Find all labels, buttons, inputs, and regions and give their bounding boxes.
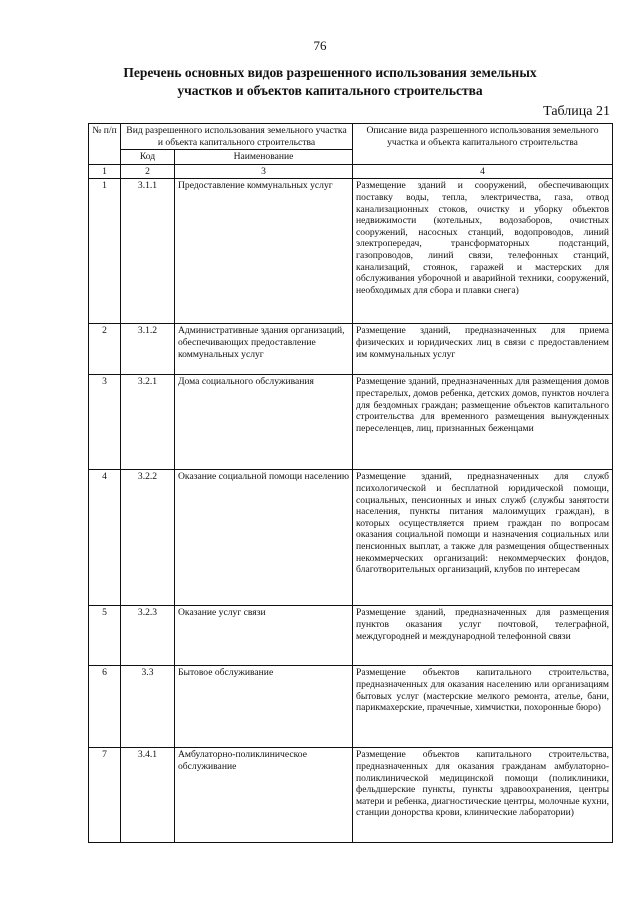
index-cell: 2	[121, 164, 175, 179]
table-row	[89, 179, 613, 324]
row-num: 5	[89, 606, 121, 666]
row-name: Административные здания организаций, обеспечивающих предоставление коммунальных услуг	[175, 324, 353, 375]
row-name: Оказание социальной помощи населению	[175, 470, 353, 606]
title-line-1: Перечень основных видов разрешенного использования земельных	[123, 65, 537, 80]
row-name: Предоставление коммунальных услуг	[175, 179, 353, 324]
row-name: Амбулаторно-поликлиническое обслуживание	[175, 748, 353, 843]
table-index-row	[89, 164, 613, 179]
row-num: 2	[89, 324, 121, 375]
row-num: 4	[89, 470, 121, 606]
page-number: 76	[313, 38, 327, 53]
row-description: Размещение объектов капитального строительства, предназначенных для оказания населению или организациям бытовых услуг (мастерские мелкого ремонта, ателье, бани, парикмахерские, прачечные, химчистки, похоронные бюро)	[353, 666, 613, 748]
header-name: Наименование	[175, 150, 353, 165]
row-num: 6	[89, 666, 121, 748]
row-description: Размещение зданий, предназначенных для размещения домов престарелых, домов ребенка, детских домов, пунктов ночлега для бездомных граждан; размещение объектов капитального строительства для временного размещения вынужденных переселенцев, лиц, признанных беженцами	[353, 375, 613, 470]
table-row	[89, 375, 613, 470]
table-row	[89, 748, 613, 843]
row-code: 3.4.1	[121, 748, 175, 843]
row-num: 1	[89, 179, 121, 324]
row-description: Размещение зданий и сооружений, обеспечивающих поставку воды, тепла, электричества, газа, отвод канализационных стоков, очистку и уборку объектов недвижимости (котельных, водозаборов, очистных сооружений, насосных станций, водопроводов, линий электропередач, трансформаторных подстанций, газопроводов, линий связи, телефонных станций, канализаций, стоянок, гаражей и мастерских для обслуживания уборочной и аварийной техники, сооружений, необходимых для сбора и плавки снега)	[353, 179, 613, 324]
row-code: 3.3	[121, 666, 175, 748]
table-row	[89, 666, 613, 748]
row-name: Бытовое обслуживание	[175, 666, 353, 748]
header-num: № п/п	[89, 124, 121, 165]
header-code: Код	[121, 150, 175, 165]
index-cell: 1	[89, 164, 121, 179]
table-header-row-1	[89, 124, 613, 150]
index-cell: 3	[175, 164, 353, 179]
land-use-table	[88, 123, 613, 843]
row-code: 3.1.2	[121, 324, 175, 375]
document-title	[80, 64, 580, 100]
row-description: Размещение зданий, предназначенных для размещения пунктов оказания услуг почтовой, телеграфной, междугородней и международной телефонной связи	[353, 606, 613, 666]
row-name: Дома социального обслуживания	[175, 375, 353, 470]
row-code: 3.1.1	[121, 179, 175, 324]
row-code: 3.2.2	[121, 470, 175, 606]
row-description: Размещение объектов капитального строительства, предназначенных для оказания гражданам амбулаторно-поликлинической медицинской помощи (поликлиники, фельдшерские пункты, пункты здравоохранения, центры матери и ребенка, диагностические центры, молочные кухни, станции донорства крови, клинические лаборатории)	[353, 748, 613, 843]
row-num: 7	[89, 748, 121, 843]
table-row	[89, 606, 613, 666]
row-num: 3	[89, 375, 121, 470]
index-cell: 4	[353, 164, 613, 179]
table-row	[89, 324, 613, 375]
row-code: 3.2.1	[121, 375, 175, 470]
row-description: Размещение зданий, предназначенных для служб психологической и бесплатной юридической помощи, социальных, пенсионных и иных служб (службы занятости населения, пункты питания малоимущих граждан), в которых осуществляется прием граждан по вопросам оказания социальной помощи и назначения социальных или пенсионных выплат, а также для размещения общественных некоммерческих организаций: некоммерческих фондов, благотворительных организаций, клубов по интересам	[353, 470, 613, 606]
table-row	[89, 470, 613, 606]
row-code: 3.2.3	[121, 606, 175, 666]
row-description: Размещение зданий, предназначенных для приема физических и юридических лиц в связи с предоставлением им коммунальных услуг	[353, 324, 613, 375]
header-kind: Вид разрешенного использования земельного участка и объекта капитального строительства	[121, 124, 353, 150]
table-caption: Таблица 21	[543, 104, 610, 119]
header-description: Описание вида разрешенного использования земельного участка и объекта капитального строительства	[353, 124, 613, 165]
title-line-2: участков и объектов капитального строительства	[177, 83, 483, 98]
row-name: Оказание услуг связи	[175, 606, 353, 666]
